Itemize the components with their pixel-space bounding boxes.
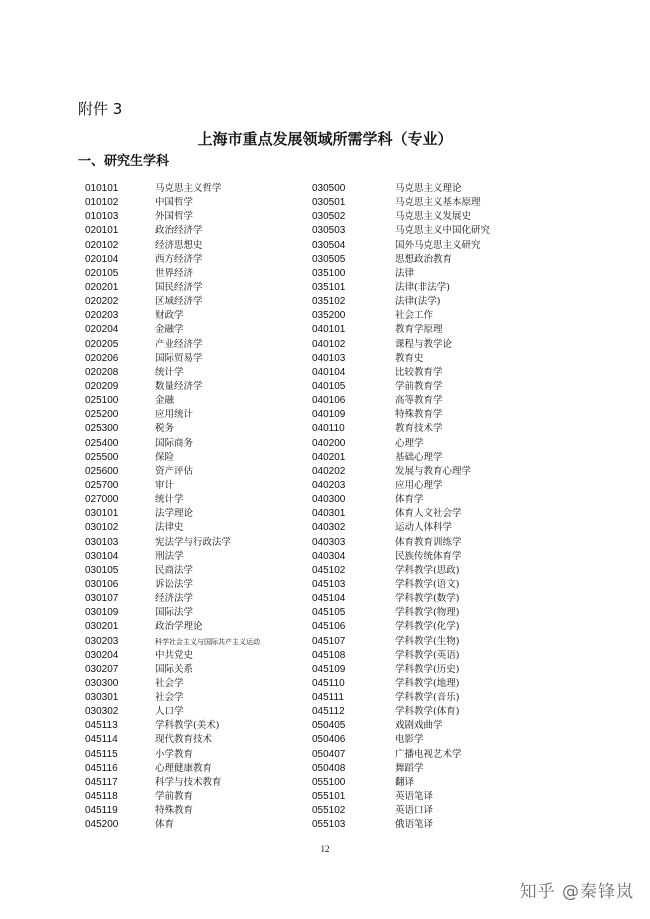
subject-code: 030203	[85, 635, 119, 647]
subject-row	[85, 649, 260, 663]
subject-code: 020204	[85, 324, 119, 336]
subject-code: 035101	[312, 281, 346, 293]
subject-row	[85, 182, 260, 196]
subject-code: 035100	[312, 267, 346, 279]
subject-name: 学前教育学	[395, 380, 443, 392]
subject-code: 045117	[85, 776, 118, 788]
subject-name: 法律	[395, 267, 415, 279]
subject-row	[312, 776, 490, 790]
subject-code: 040300	[312, 494, 346, 506]
subject-code: 010101	[85, 183, 119, 194]
subject-name: 中共党史	[155, 649, 194, 661]
subject-code: 030102	[85, 522, 119, 534]
subject-code: 040106	[312, 395, 346, 407]
subject-name: 课程与教学论	[395, 338, 453, 350]
subject-name: 运动人体科学	[395, 522, 453, 534]
subject-code: 020203	[85, 310, 119, 322]
subject-row	[312, 479, 490, 493]
subject-name: 学科教学(语文)	[395, 578, 460, 590]
subject-row	[85, 493, 260, 507]
subject-code: 020101	[85, 225, 119, 237]
watermark: 知乎 @秦锋岚	[519, 882, 634, 902]
subject-row	[85, 748, 260, 762]
subject-code: 040203	[312, 479, 346, 491]
subject-code: 020205	[85, 338, 119, 350]
subject-code: 040302	[312, 522, 346, 534]
subject-name: 马克思主义中国化研究	[395, 225, 491, 237]
subject-code: 040202	[312, 465, 346, 477]
subject-row	[312, 748, 490, 762]
subject-code: 030207	[85, 663, 119, 675]
subject-row	[312, 323, 490, 337]
subject-row	[85, 196, 260, 210]
subject-name: 学科教学(美术)	[155, 720, 220, 732]
subject-name: 法学理论	[155, 508, 194, 520]
subject-name: 经济法学	[155, 593, 194, 605]
subject-row	[85, 295, 260, 309]
subject-row	[85, 663, 260, 677]
subject-name: 法律(非法学)	[395, 281, 450, 293]
subject-code: 045106	[312, 621, 346, 633]
subject-row	[85, 338, 260, 352]
section-heading: 一、研究生学科	[78, 154, 170, 169]
subject-code: 030500	[312, 183, 346, 194]
subject-code: 035102	[312, 296, 346, 308]
subject-name: 国际法学	[155, 607, 194, 619]
subject-name: 诉讼法学	[155, 578, 194, 590]
subject-name: 民商法学	[155, 564, 194, 576]
subject-row	[312, 578, 490, 592]
subject-row	[312, 493, 490, 507]
subject-row	[312, 437, 490, 451]
subject-row	[85, 224, 260, 238]
subject-row	[312, 408, 490, 422]
subject-code: 020102	[85, 239, 119, 251]
subject-code: 030204	[85, 649, 119, 661]
subject-code: 045102	[312, 564, 346, 576]
subject-code: 045119	[85, 805, 118, 817]
subject-code: 045112	[312, 706, 345, 718]
subject-name: 资产评估	[155, 465, 194, 477]
subject-row	[85, 691, 260, 705]
subject-code: 020105	[85, 267, 119, 279]
subject-row	[312, 253, 490, 267]
subject-row	[85, 776, 260, 790]
subject-code: 020209	[85, 380, 119, 392]
subject-row	[85, 451, 260, 465]
subject-code: 040101	[312, 324, 346, 336]
subject-name: 国际商务	[155, 437, 194, 449]
subject-row	[85, 408, 260, 422]
subject-name: 小学教育	[155, 748, 194, 760]
subject-row	[312, 818, 490, 832]
subject-name: 体育教育训练学	[395, 536, 462, 548]
subject-code: 010103	[85, 211, 119, 223]
subject-name: 国民经济学	[155, 281, 203, 293]
subject-row	[85, 239, 260, 253]
subject-row	[312, 677, 490, 691]
subject-code: 030503	[312, 225, 346, 237]
subject-row	[312, 762, 490, 776]
subject-code: 030104	[85, 550, 119, 562]
subject-code: 030106	[85, 578, 119, 590]
subject-row	[85, 818, 260, 832]
subject-row	[85, 281, 260, 295]
subject-code: 030504	[312, 239, 346, 251]
subject-name: 外国哲学	[155, 211, 194, 223]
subject-row	[85, 677, 260, 691]
subject-code: 020206	[85, 352, 119, 364]
subject-name: 社会学	[155, 692, 184, 704]
subject-row	[312, 521, 490, 535]
subject-row	[85, 210, 260, 224]
subject-name: 马克思主义发展史	[395, 211, 472, 223]
subject-name: 政治经济学	[155, 225, 203, 237]
subject-code: 025700	[85, 479, 119, 491]
subject-code: 025300	[85, 423, 119, 435]
subject-row	[85, 394, 260, 408]
subject-name: 教育史	[395, 352, 424, 364]
subject-code: 025500	[85, 451, 119, 463]
subject-row	[85, 592, 260, 606]
subject-row	[312, 719, 490, 733]
subject-code: 040304	[312, 550, 346, 562]
subject-code: 045105	[312, 607, 346, 619]
subject-code: 050407	[312, 748, 346, 760]
subject-name: 审计	[155, 479, 175, 491]
subject-name: 学科教学(思政)	[395, 564, 460, 576]
subject-name: 马克思主义理论	[395, 183, 462, 194]
subject-row	[312, 224, 490, 238]
subject-name: 戏剧戏曲学	[395, 720, 443, 732]
subject-row	[85, 550, 260, 564]
subject-code: 020201	[85, 281, 119, 293]
subject-name: 社会工作	[395, 310, 434, 322]
subject-code: 030501	[312, 197, 346, 209]
subject-row	[312, 295, 490, 309]
subject-row	[85, 606, 260, 620]
subject-code: 040303	[312, 536, 346, 548]
subject-row	[85, 790, 260, 804]
subject-row	[312, 281, 490, 295]
subject-row	[85, 380, 260, 394]
subject-name: 体育学	[395, 494, 424, 506]
subject-code: 055103	[312, 819, 346, 831]
subject-row	[312, 507, 490, 521]
subject-row	[312, 182, 490, 196]
subject-name: 广播电视艺术学	[395, 748, 462, 760]
subject-name: 学前教育	[155, 791, 194, 803]
subject-name: 法律史	[155, 522, 184, 534]
subject-name: 学科教学(历史)	[395, 663, 460, 675]
subject-code: 030109	[85, 607, 119, 619]
subject-row	[85, 536, 260, 550]
subject-code: 045118	[85, 791, 118, 803]
subject-row	[312, 635, 490, 649]
subject-code: 027000	[85, 494, 119, 506]
subject-code: 030201	[85, 621, 119, 633]
subject-code: 030101	[85, 508, 119, 520]
subject-name: 科学社会主义与国际共产主义运动	[155, 637, 260, 646]
subject-code: 030505	[312, 253, 346, 265]
subject-row	[85, 437, 260, 451]
subject-name: 心理学	[395, 437, 424, 449]
subject-code: 040104	[312, 366, 346, 378]
subject-name: 体育	[155, 819, 175, 831]
subject-name: 人口学	[155, 706, 184, 718]
subject-code: 020202	[85, 296, 119, 308]
subject-code: 040105	[312, 380, 346, 392]
subject-code: 025600	[85, 465, 119, 477]
subject-code: 030300	[85, 677, 119, 689]
subject-name: 舞蹈学	[395, 762, 424, 774]
subject-code: 045109	[312, 663, 346, 675]
subject-name: 国际贸易学	[155, 352, 203, 364]
subject-code: 045114	[85, 734, 118, 746]
subject-code: 045108	[312, 649, 346, 661]
subject-name: 英语笔译	[395, 791, 434, 803]
subject-row	[85, 719, 260, 733]
subject-name: 金融学	[155, 324, 184, 336]
subject-code: 045116	[85, 762, 118, 774]
subject-name: 英语口译	[395, 805, 434, 817]
subject-code: 025100	[85, 395, 119, 407]
subject-name: 高等教育学	[395, 395, 443, 407]
subject-code: 030105	[85, 564, 119, 576]
subject-code: 030103	[85, 536, 119, 548]
subject-row	[85, 578, 260, 592]
page-title: 上海市重点发展领域所需学科（专业）	[197, 130, 453, 148]
subject-name: 学科教学(体育)	[395, 706, 460, 718]
subject-code: 040102	[312, 338, 346, 350]
subject-name: 翻译	[395, 776, 415, 788]
subject-name: 教育技术学	[395, 423, 443, 435]
subject-name: 国际关系	[155, 663, 194, 675]
subject-code: 055100	[312, 776, 346, 788]
subject-list-left	[85, 182, 260, 832]
subject-list-right	[312, 182, 490, 832]
subject-row	[312, 465, 490, 479]
subject-row	[312, 422, 490, 436]
subject-code: 040301	[312, 508, 346, 520]
subject-name: 刑法学	[155, 550, 184, 562]
subject-row	[312, 649, 490, 663]
subject-name: 现代教育技术	[155, 734, 213, 746]
subject-name: 统计学	[155, 494, 184, 506]
subject-name: 中国哲学	[155, 197, 194, 209]
subject-row	[85, 762, 260, 776]
subject-name: 学科教学(地理)	[395, 677, 460, 689]
subject-row	[312, 790, 490, 804]
subject-row	[85, 253, 260, 267]
subject-code: 045111	[312, 692, 344, 704]
subject-row	[312, 451, 490, 465]
subject-name: 经济思想史	[155, 239, 203, 251]
subject-row	[312, 366, 490, 380]
subject-name: 科学与技术教育	[155, 776, 222, 788]
subject-row	[312, 267, 490, 281]
subject-name: 财政学	[155, 310, 184, 322]
subject-row	[312, 592, 490, 606]
subject-name: 学科教学(音乐)	[395, 692, 460, 704]
subject-code: 040103	[312, 352, 346, 364]
subject-row	[85, 323, 260, 337]
subject-name: 西方经济学	[155, 253, 203, 265]
subject-code: 020104	[85, 253, 119, 265]
subject-row	[85, 309, 260, 323]
subject-name: 税务	[155, 423, 175, 435]
subject-row	[85, 465, 260, 479]
subject-name: 社会学	[155, 677, 184, 689]
subject-row	[85, 521, 260, 535]
subject-code: 045113	[85, 720, 118, 732]
subject-code: 030107	[85, 593, 119, 605]
subject-row	[312, 663, 490, 677]
subject-name: 马克思主义哲学	[155, 183, 222, 194]
subject-row	[85, 422, 260, 436]
subject-row	[312, 733, 490, 747]
subject-code: 025400	[85, 437, 119, 449]
subject-name: 学科教学(生物)	[395, 635, 460, 647]
subject-name: 数量经济学	[155, 380, 203, 392]
subject-name: 学科教学(化学)	[395, 621, 460, 633]
subject-name: 宪法学与行政法学	[155, 536, 232, 548]
subject-code: 040109	[312, 409, 346, 421]
subject-code: 030301	[85, 692, 119, 704]
subject-name: 基础心理学	[395, 451, 443, 463]
subject-row	[312, 564, 490, 578]
subject-row	[85, 733, 260, 747]
subject-row	[312, 239, 490, 253]
subject-row	[85, 267, 260, 281]
subject-row	[312, 196, 490, 210]
subject-row	[312, 394, 490, 408]
subject-name: 政治学理论	[155, 621, 203, 633]
subject-code: 055101	[312, 791, 346, 803]
subject-name: 世界经济	[155, 267, 194, 279]
subject-name: 体育人文社会学	[395, 508, 462, 520]
subject-name: 国外马克思主义研究	[395, 239, 481, 251]
subject-code: 040110	[312, 423, 345, 435]
subject-code: 035200	[312, 310, 346, 322]
subject-row	[85, 635, 260, 649]
subject-name: 应用统计	[155, 409, 194, 421]
subject-code: 025200	[85, 409, 119, 421]
subject-name: 学科教学(物理)	[395, 607, 460, 619]
subject-row	[312, 338, 490, 352]
subject-code: 050406	[312, 734, 346, 746]
page-number: 12	[320, 844, 330, 854]
subject-name: 保险	[155, 451, 175, 463]
subject-row	[312, 705, 490, 719]
subject-name: 统计学	[155, 366, 184, 378]
subject-code: 045110	[312, 677, 345, 689]
subject-row	[312, 691, 490, 705]
subject-name: 特殊教育学	[395, 409, 443, 421]
subject-name: 心理健康教育	[155, 762, 213, 774]
subject-row	[312, 606, 490, 620]
subject-code: 045103	[312, 578, 346, 590]
attachment-label: 附件 3	[78, 100, 123, 118]
subject-row	[85, 352, 260, 366]
subject-name: 法律(法学)	[395, 296, 441, 308]
subject-name: 比较教育学	[395, 366, 443, 378]
subject-row	[85, 620, 260, 634]
subject-name: 教育学原理	[395, 324, 443, 336]
subject-name: 学科教学(数学)	[395, 593, 460, 605]
subject-name: 电影学	[395, 734, 424, 746]
subject-row	[85, 804, 260, 818]
subject-code: 045115	[85, 748, 118, 760]
subject-code: 055102	[312, 805, 346, 817]
subject-name: 学科教学(英语)	[395, 649, 460, 661]
subject-code: 030302	[85, 706, 119, 718]
subject-row	[312, 804, 490, 818]
subject-code: 050405	[312, 720, 346, 732]
subject-name: 思想政治教育	[395, 253, 453, 265]
subject-row	[312, 380, 490, 394]
subject-name: 区域经济学	[155, 296, 203, 308]
subject-code: 040201	[312, 451, 346, 463]
subject-row	[312, 550, 490, 564]
subject-row	[312, 620, 490, 634]
subject-row	[312, 309, 490, 323]
subject-row	[312, 536, 490, 550]
subject-code: 040200	[312, 437, 346, 449]
subject-row	[85, 507, 260, 521]
subject-row	[312, 352, 490, 366]
subject-name: 应用心理学	[395, 479, 443, 491]
subject-code: 010102	[85, 197, 119, 209]
subject-row	[85, 564, 260, 578]
subject-code: 045107	[312, 635, 346, 647]
subject-name: 民族传统体育学	[395, 550, 462, 562]
subject-name: 金融	[155, 395, 175, 407]
subject-name: 特殊教育	[155, 805, 194, 817]
subject-row	[85, 705, 260, 719]
subject-code: 045200	[85, 819, 119, 831]
subject-code: 045104	[312, 593, 346, 605]
subject-name: 产业经济学	[155, 338, 203, 350]
subject-name: 俄语笔译	[395, 819, 434, 831]
subject-row	[312, 210, 490, 224]
subject-name: 发展与教育心理学	[395, 465, 472, 477]
subject-code: 050408	[312, 762, 346, 774]
subject-code: 030502	[312, 211, 346, 223]
subject-row	[85, 479, 260, 493]
subject-code: 020208	[85, 366, 119, 378]
subject-row	[85, 366, 260, 380]
subject-name: 马克思主义基本原理	[395, 197, 481, 209]
